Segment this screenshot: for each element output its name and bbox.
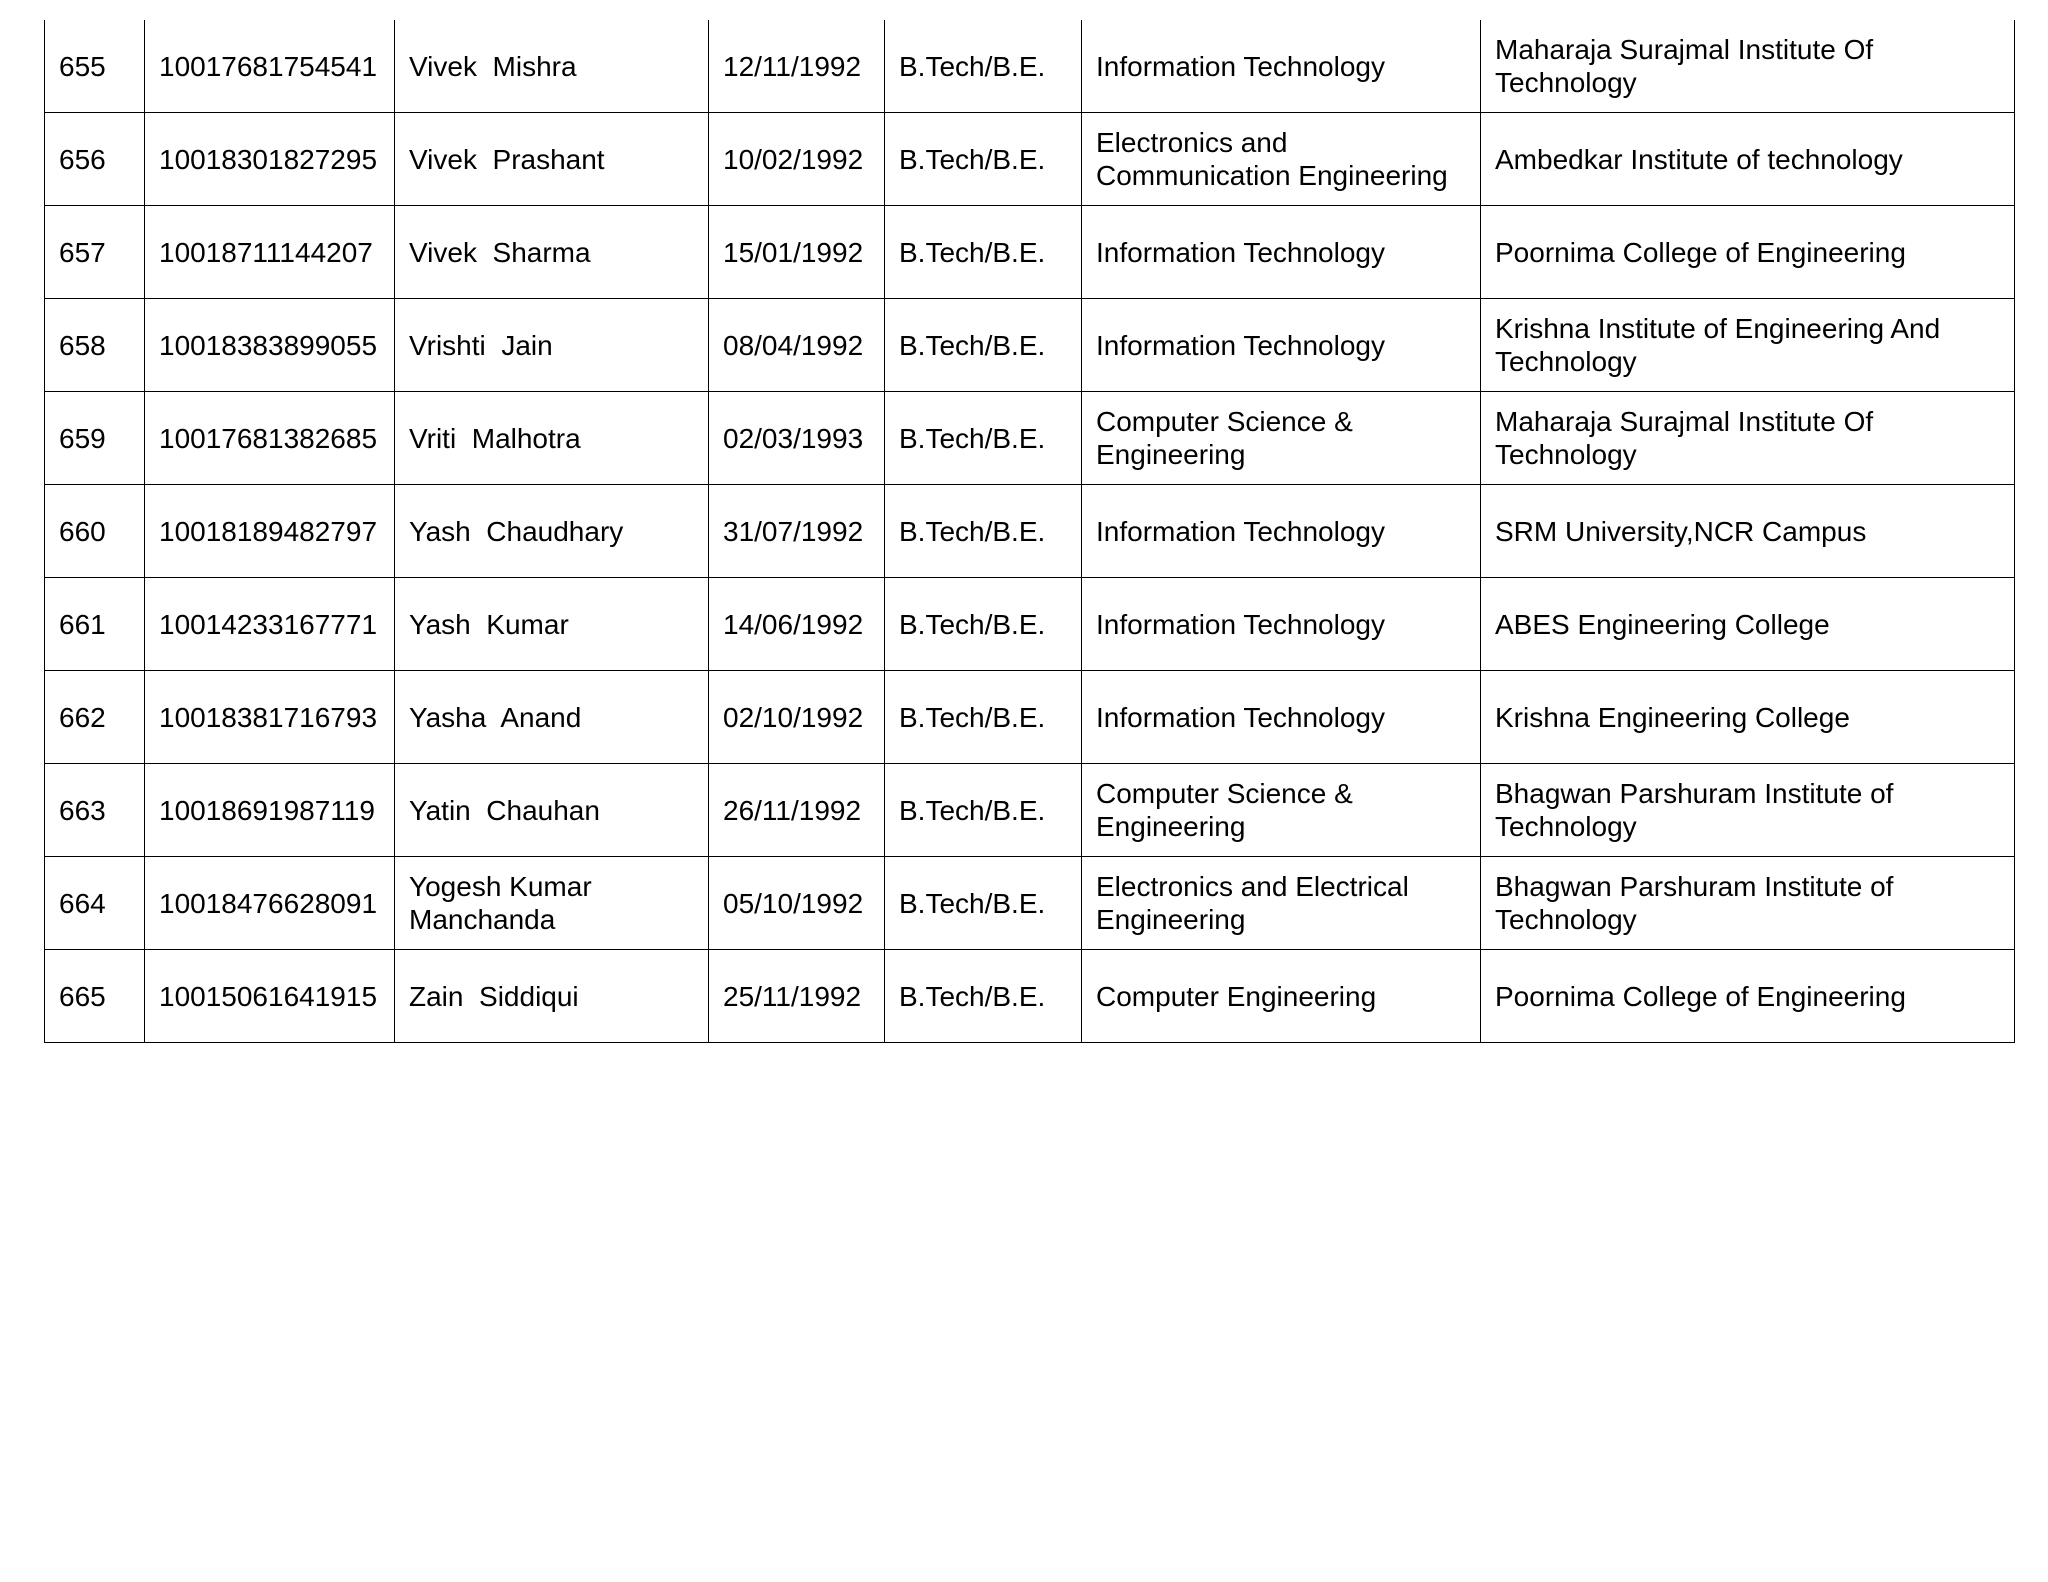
degree-cell: B.Tech/B.E. [885,20,1082,113]
candidate-name-cell: Yogesh Kumar Manchanda [395,857,709,950]
date-of-birth-cell: 26/11/1992 [709,764,885,857]
registration-id-cell: 10017681754541 [145,20,395,113]
serial-number-cell: 655 [45,20,145,113]
degree-cell: B.Tech/B.E. [885,392,1082,485]
degree-cell: B.Tech/B.E. [885,950,1082,1043]
branch-cell: Computer Science & Engineering [1082,764,1481,857]
table-row [45,485,2015,578]
serial-number-cell: 664 [45,857,145,950]
registration-id-cell: 10014233167771 [145,578,395,671]
serial-number-cell: 660 [45,485,145,578]
degree-cell: B.Tech/B.E. [885,671,1082,764]
registration-id-cell: 10018383899055 [145,299,395,392]
degree-cell: B.Tech/B.E. [885,578,1082,671]
branch-cell: Information Technology [1082,20,1481,113]
table-row [45,578,2015,671]
table-row [45,857,2015,950]
registration-id-cell: 10018301827295 [145,113,395,206]
branch-cell: Information Technology [1082,206,1481,299]
serial-number-cell: 661 [45,578,145,671]
serial-number-cell: 659 [45,392,145,485]
branch-cell: Information Technology [1082,578,1481,671]
branch-cell: Computer Engineering [1082,950,1481,1043]
candidate-name-cell: Vivek Sharma [395,206,709,299]
table-body [45,20,2015,1043]
candidate-name-cell: Yash Kumar [395,578,709,671]
date-of-birth-cell: 25/11/1992 [709,950,885,1043]
date-of-birth-cell: 10/02/1992 [709,113,885,206]
college-cell: Bhagwan Parshuram Institute of Technology [1481,764,2015,857]
date-of-birth-cell: 02/03/1993 [709,392,885,485]
degree-cell: B.Tech/B.E. [885,206,1082,299]
candidate-name-cell: Vriti Malhotra [395,392,709,485]
branch-cell: Electronics and Communication Engineering [1082,113,1481,206]
date-of-birth-cell: 15/01/1992 [709,206,885,299]
college-cell: Maharaja Surajmal Institute Of Technology [1481,20,2015,113]
candidate-name-cell: Yash Chaudhary [395,485,709,578]
college-cell: Krishna Institute of Engineering And Technology [1481,299,2015,392]
candidate-name-cell: Zain Siddiqui [395,950,709,1043]
branch-cell: Information Technology [1082,299,1481,392]
registration-id-cell: 10017681382685 [145,392,395,485]
table-row [45,206,2015,299]
date-of-birth-cell: 02/10/1992 [709,671,885,764]
registration-id-cell: 10015061641915 [145,950,395,1043]
candidate-name-cell: Yatin Chauhan [395,764,709,857]
serial-number-cell: 657 [45,206,145,299]
table-row [45,113,2015,206]
table-row [45,20,2015,113]
branch-cell: Information Technology [1082,485,1481,578]
serial-number-cell: 656 [45,113,145,206]
degree-cell: B.Tech/B.E. [885,113,1082,206]
date-of-birth-cell: 31/07/1992 [709,485,885,578]
date-of-birth-cell: 05/10/1992 [709,857,885,950]
college-cell: Bhagwan Parshuram Institute of Technology [1481,857,2015,950]
serial-number-cell: 665 [45,950,145,1043]
candidate-name-cell: Vivek Mishra [395,20,709,113]
college-cell: Maharaja Surajmal Institute Of Technology [1481,392,2015,485]
candidate-name-cell: Vivek Prashant [395,113,709,206]
serial-number-cell: 663 [45,764,145,857]
registration-id-cell: 10018189482797 [145,485,395,578]
table-row [45,392,2015,485]
table-row [45,764,2015,857]
table-row [45,671,2015,764]
degree-cell: B.Tech/B.E. [885,299,1082,392]
date-of-birth-cell: 12/11/1992 [709,20,885,113]
registration-id-cell: 10018476628091 [145,857,395,950]
college-cell: SRM University,NCR Campus [1481,485,2015,578]
college-cell: ABES Engineering College [1481,578,2015,671]
results-table-container [44,20,2014,1043]
registration-id-cell: 10018691987119 [145,764,395,857]
candidate-name-cell: Yasha Anand [395,671,709,764]
registration-id-cell: 10018711144207 [145,206,395,299]
date-of-birth-cell: 14/06/1992 [709,578,885,671]
college-cell: Ambedkar Institute of technology [1481,113,2015,206]
table-row [45,299,2015,392]
registration-id-cell: 10018381716793 [145,671,395,764]
serial-number-cell: 662 [45,671,145,764]
date-of-birth-cell: 08/04/1992 [709,299,885,392]
branch-cell: Computer Science & Engineering [1082,392,1481,485]
college-cell: Poornima College of Engineering [1481,950,2015,1043]
branch-cell: Information Technology [1082,671,1481,764]
degree-cell: B.Tech/B.E. [885,485,1082,578]
degree-cell: B.Tech/B.E. [885,764,1082,857]
candidate-name-cell: Vrishti Jain [395,299,709,392]
branch-cell: Electronics and Electrical Engineering [1082,857,1481,950]
college-cell: Poornima College of Engineering [1481,206,2015,299]
degree-cell: B.Tech/B.E. [885,857,1082,950]
candidate-table [44,20,2015,1043]
college-cell: Krishna Engineering College [1481,671,2015,764]
serial-number-cell: 658 [45,299,145,392]
table-row [45,950,2015,1043]
